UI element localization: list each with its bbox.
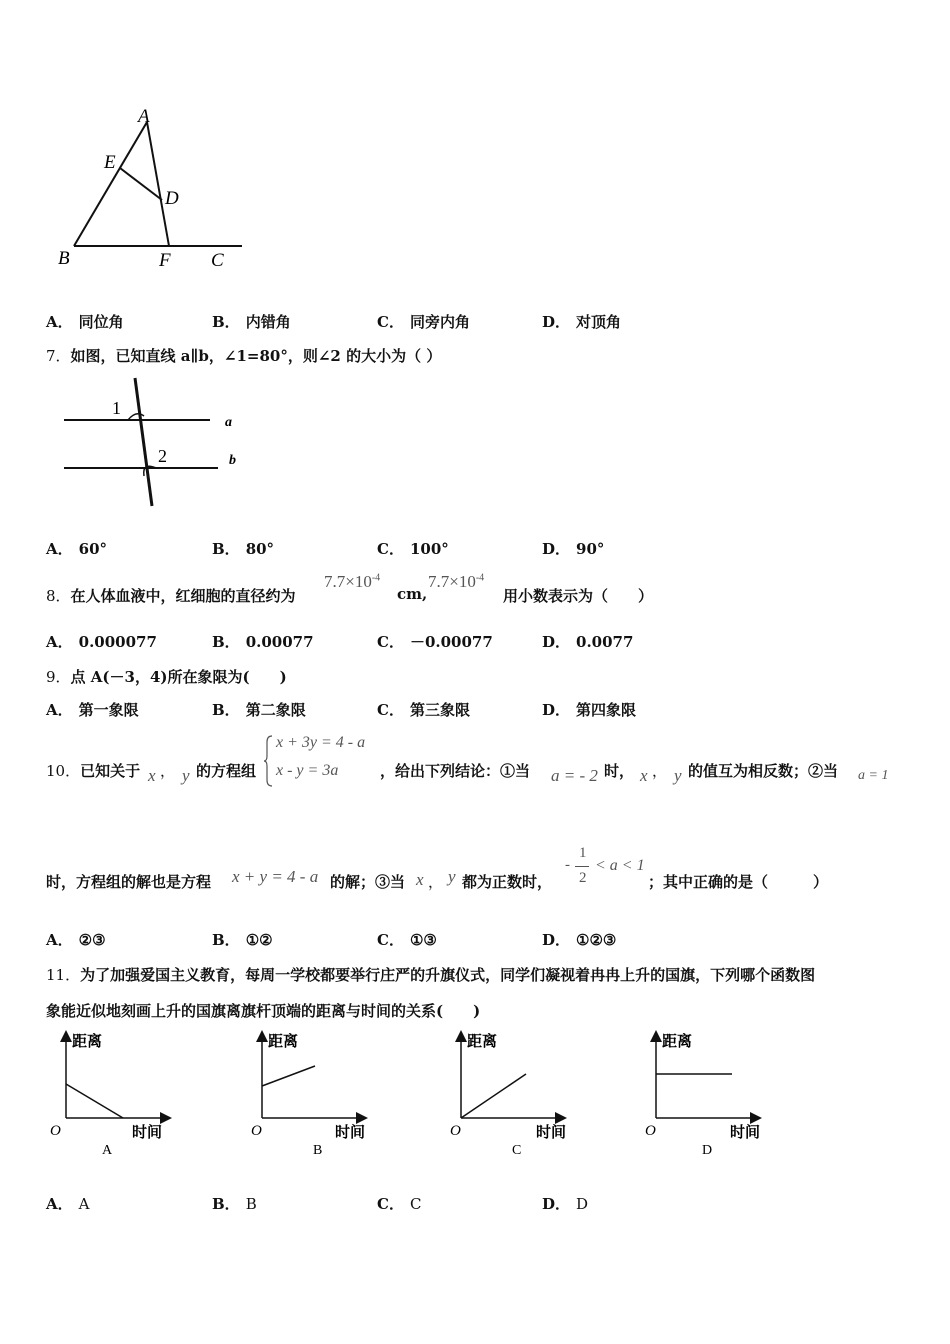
q6-option-d[interactable]: D． 对顶角 bbox=[542, 313, 622, 331]
q11-option-a[interactable]: A． A bbox=[46, 1195, 90, 1213]
q9-option-c[interactable]: C． 第三象限 bbox=[377, 701, 470, 719]
graph-c-xlabel: 时间 bbox=[536, 1125, 567, 1141]
label-d: D bbox=[165, 188, 179, 209]
equation-1: x + 3y = 4 - a bbox=[276, 734, 366, 751]
fraction-sign: - bbox=[565, 857, 570, 873]
q8-option-a[interactable]: A． 0.000077 bbox=[46, 633, 157, 651]
transversal bbox=[135, 378, 152, 506]
graph-d-ylabel: 距离 bbox=[662, 1034, 693, 1050]
equation-3: x + y = 4 - a bbox=[232, 867, 319, 886]
graph-c-caption: C bbox=[512, 1143, 522, 1158]
q11-option-b[interactable]: B． B bbox=[212, 1195, 257, 1213]
q7-option-c[interactable]: C． 100° bbox=[377, 540, 449, 558]
label-b: B bbox=[58, 248, 70, 269]
graph-c-ylabel: 距离 bbox=[467, 1034, 498, 1050]
graph-b-caption: B bbox=[313, 1143, 323, 1158]
q10-option-b[interactable]: B． ①② bbox=[212, 931, 273, 949]
graph-c[interactable] bbox=[444, 1028, 594, 1163]
graph-b-ylabel: 距离 bbox=[268, 1034, 299, 1050]
graph-d-xlabel: 时间 bbox=[730, 1125, 761, 1141]
parallel-lines-figure bbox=[58, 372, 258, 512]
graph-a-ylabel: 距离 bbox=[72, 1034, 103, 1050]
label-c: C bbox=[211, 250, 224, 271]
q7-option-b[interactable]: B． 80° bbox=[212, 540, 275, 558]
graph-a-line bbox=[66, 1084, 123, 1118]
q6-option-c[interactable]: C． 同旁内角 bbox=[377, 313, 470, 331]
line-af bbox=[147, 122, 169, 246]
graph-d-caption: D bbox=[702, 1143, 713, 1158]
q9-option-d[interactable]: D． 第四象限 bbox=[542, 701, 637, 719]
q10-option-a[interactable]: A． ②③ bbox=[46, 931, 106, 949]
equation-system-brace bbox=[264, 734, 274, 788]
angle-2-label: 2 bbox=[158, 446, 167, 466]
q8-option-d[interactable]: D． 0.0077 bbox=[542, 633, 634, 651]
graph-a-xlabel: 时间 bbox=[132, 1125, 163, 1141]
q10-option-d[interactable]: D． ①②③ bbox=[542, 931, 617, 949]
q7-option-d[interactable]: D． 90° bbox=[542, 540, 605, 558]
q6-option-a[interactable]: A． 同位角 bbox=[46, 313, 124, 331]
fraction-denominator: 2 bbox=[579, 870, 587, 886]
graph-d-origin: O bbox=[645, 1123, 656, 1139]
fraction-numerator: 1 bbox=[579, 845, 587, 861]
label-f: F bbox=[159, 250, 171, 271]
question-7: 7．如图，已知直线 a∥b，∠1=80°，则∠2 的大小为（ ） bbox=[46, 347, 442, 365]
angle-1-label: 1 bbox=[112, 398, 121, 418]
inequality: < a < 1 bbox=[595, 857, 645, 874]
line-a-label: a bbox=[225, 415, 232, 430]
q11-option-c[interactable]: C． C bbox=[377, 1195, 422, 1213]
line-b-label: b bbox=[229, 453, 236, 468]
q8-option-b[interactable]: B． 0.00077 bbox=[212, 633, 314, 651]
graph-c-origin: O bbox=[450, 1123, 461, 1139]
graph-a-origin: O bbox=[50, 1123, 61, 1139]
q7-option-a[interactable]: A． 60° bbox=[46, 540, 108, 558]
graph-d[interactable] bbox=[640, 1028, 790, 1163]
q9-option-b[interactable]: B． 第二象限 bbox=[212, 701, 306, 719]
question-9: 9．点 A(－3，4)所在象限为( ) bbox=[46, 668, 287, 686]
graph-b-origin: O bbox=[251, 1123, 262, 1139]
graph-c-line bbox=[461, 1074, 526, 1118]
q8-sci-notation-1: $7.7\times 10^{-4}$ bbox=[324, 572, 381, 591]
q11-option-d[interactable]: D． D bbox=[542, 1195, 589, 1213]
triangle-figure bbox=[52, 100, 252, 280]
graph-b-line bbox=[262, 1066, 315, 1086]
graph-a[interactable] bbox=[46, 1028, 196, 1163]
label-e: E bbox=[104, 152, 116, 173]
q9-option-a[interactable]: A． 第一象限 bbox=[46, 701, 139, 719]
a-equals-neg2: a = - 2 bbox=[551, 766, 598, 785]
line-ab bbox=[74, 122, 147, 246]
q6-option-b[interactable]: B． 内错角 bbox=[212, 313, 291, 331]
graph-b[interactable] bbox=[245, 1028, 395, 1163]
q8-option-c[interactable]: C． －0.00077 bbox=[377, 633, 493, 651]
label-a: A bbox=[138, 106, 150, 127]
a-equals-1: a = 1 bbox=[858, 768, 889, 783]
equation-2: x - y = 3a bbox=[276, 762, 339, 779]
graph-b-xlabel: 时间 bbox=[335, 1125, 366, 1141]
fraction-bar bbox=[575, 866, 589, 867]
q10-option-c[interactable]: C． ①③ bbox=[377, 931, 437, 949]
q8-sci-notation-2: $7.7\times 10^{-4}$ bbox=[428, 572, 485, 591]
graph-a-caption: A bbox=[102, 1143, 113, 1158]
